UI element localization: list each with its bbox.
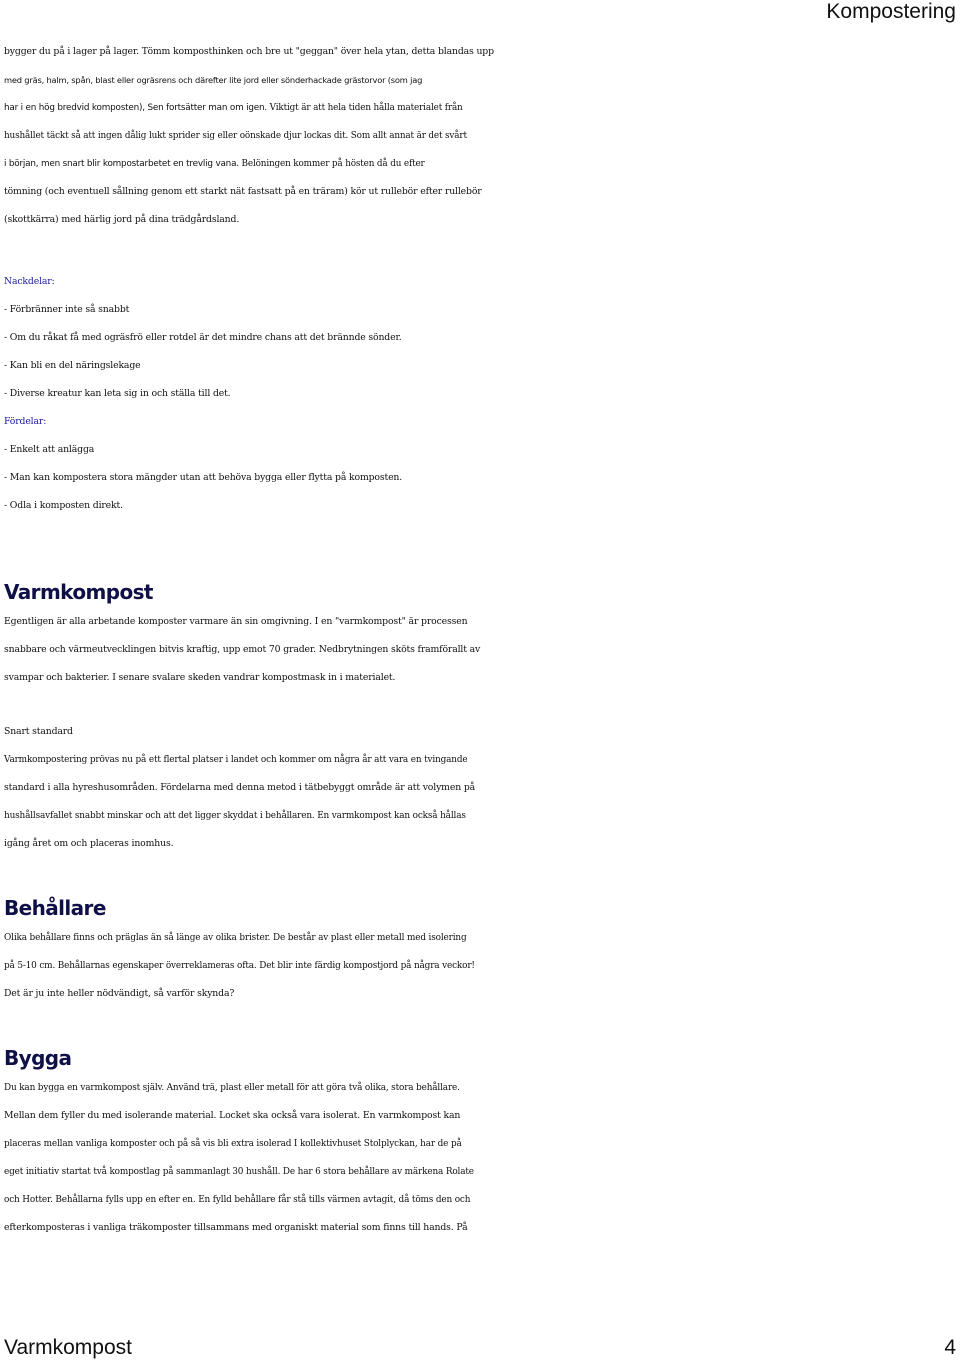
paragraph-line: igång året om och placeras inomhus. bbox=[4, 838, 174, 849]
list-item: - Om du råkat få med ogräsfrö eller rotdel är det mindre chans att det brännde sönder. bbox=[4, 332, 402, 343]
paragraph-line: tömning (och eventuell sållning genom ett starkt nät fastsatt på en träram) kör ut rullebör efter rullebör bbox=[4, 186, 482, 197]
paragraph-line bbox=[4, 94, 956, 122]
varmkompost-paragraph bbox=[4, 608, 956, 692]
behallare-paragraph bbox=[4, 924, 956, 1008]
text-run: Viktigt är att hela tiden hålla materialet från bbox=[267, 103, 463, 113]
page-header-title: Kompostering bbox=[826, 0, 956, 23]
paragraph-line: Du kan bygga en varmkompost själv. Använd trä, plast eller metall för att göra två olika, stora behållare. bbox=[4, 1083, 460, 1093]
paragraph-line: Mellan dem fyller du med isolerande material. Locket ska också vara isolerat. En varmkompost kan bbox=[4, 1110, 461, 1121]
paragraph-line: Varmkompostering prövas nu på ett flertal platser i landet och kommer om några år att vara en tvingande bbox=[4, 755, 468, 765]
paragraph-line: bygger du på i lager på lager. Tömm komposthinken och bre ut "geggan" över hela ytan, detta blandas upp bbox=[4, 46, 494, 57]
paragraph-line: Det är ju inte heller nödvändigt, så varför skynda? bbox=[4, 988, 235, 999]
list-item: - Enkelt att anlägga bbox=[4, 444, 95, 455]
text-run: i början, men snart blir kompostarbetet en trevlig vana. bbox=[4, 159, 239, 169]
paragraph-line bbox=[4, 150, 956, 178]
list-item: - Man kan kompostera stora mängder utan att behöva bygga eller flytta på komposten. bbox=[4, 472, 403, 483]
bygga-paragraph bbox=[4, 1074, 956, 1242]
intro-paragraph bbox=[4, 38, 956, 234]
list-item: - Kan bli en del näringslekage bbox=[4, 360, 141, 371]
paragraph-line: (skottkärra) med härlig jord på dina trädgårdsland. bbox=[4, 214, 240, 225]
subheading-snart-standard: Snart standard bbox=[4, 726, 73, 737]
paragraph-line: på 5-10 cm. Behållarnas egenskaper överreklameras ofta. Det blir inte färdig kompostjord på några veckor! bbox=[4, 961, 475, 971]
paragraph-line: svampar och bakterier. I senare svalare skeden vandrar kompostmask in i materialet. bbox=[4, 672, 396, 683]
text-run: Som allt annat är det svårt bbox=[348, 131, 467, 141]
paragraph-line: snabbare och värmeutvecklingen bitvis kraftig, upp emot 70 grader. Nedbrytningen sköts framförallt av bbox=[4, 644, 481, 655]
cons-label: Nackdelar: bbox=[4, 276, 55, 287]
list-item: - Odla i komposten direkt. bbox=[4, 500, 123, 511]
paragraph-line: hushållsavfallet snabbt minskar och att det ligger skyddat i behållaren. En varmkompost kan också hållas bbox=[4, 811, 466, 821]
text-run: hushållet täckt så att ingen dålig lukt sprider sig eller oönskade djur lockas dit. bbox=[4, 131, 349, 141]
text-run: har i en hög bredvid komposten), Sen fortsätter man om igen. bbox=[4, 103, 267, 113]
cons-list bbox=[4, 268, 956, 408]
document-body bbox=[4, 38, 956, 1242]
list-item: - Förbränner inte så snabbt bbox=[4, 304, 130, 315]
pros-label: Fördelar: bbox=[4, 416, 47, 427]
page-number: 4 bbox=[944, 1336, 956, 1359]
section-heading-varmkompost: Varmkompost bbox=[4, 580, 153, 604]
paragraph-line: med gräs, halm, spån, blast eller ogräsrens och därefter lite jord eller sönderhackade grästorvor (som jag bbox=[4, 75, 423, 85]
page-footer bbox=[4, 1334, 956, 1362]
paragraph-line: efterkomposteras i vanliga träkomposter tillsammans med organiskt material som finns till hands. På bbox=[4, 1222, 468, 1233]
paragraph-line: standard i alla hyreshusområden. Fördelarna med denna metod i tätbebyggt område är att volymen på bbox=[4, 782, 476, 793]
snart-standard-paragraph bbox=[4, 746, 956, 858]
pros-list bbox=[4, 408, 956, 520]
section-heading-bygga: Bygga bbox=[4, 1046, 72, 1070]
section-heading-behallare: Behållare bbox=[4, 896, 106, 920]
paragraph-line bbox=[4, 122, 956, 150]
paragraph-line: Olika behållare finns och präglas än så länge av olika brister. De består av plast eller metall med isolering bbox=[4, 933, 467, 943]
paragraph-line: eget initiativ startat två kompostlag på sammanlagt 30 hushåll. De har 6 stora behållare av märkena Rolate bbox=[4, 1167, 474, 1177]
footer-section-title: Varmkompost bbox=[4, 1336, 132, 1359]
paragraph-line: och Hotter. Behållarna fylls upp en efter en. En fylld behållare får stå tills värmen avtagit, då töms den och bbox=[4, 1195, 471, 1205]
paragraph-line: Egentligen är alla arbetande komposter varmare än sin omgivning. I en "varmkompost" är processen bbox=[4, 616, 468, 627]
text-run: Belöningen kommer på hösten då du efter bbox=[238, 159, 425, 169]
list-item: - Diverse kreatur kan leta sig in och ställa till det. bbox=[4, 388, 231, 399]
paragraph-line: placeras mellan vanliga komposter och på så vis bli extra isolerad I kollektivhuset Stolplyckan, har de på bbox=[4, 1139, 462, 1149]
